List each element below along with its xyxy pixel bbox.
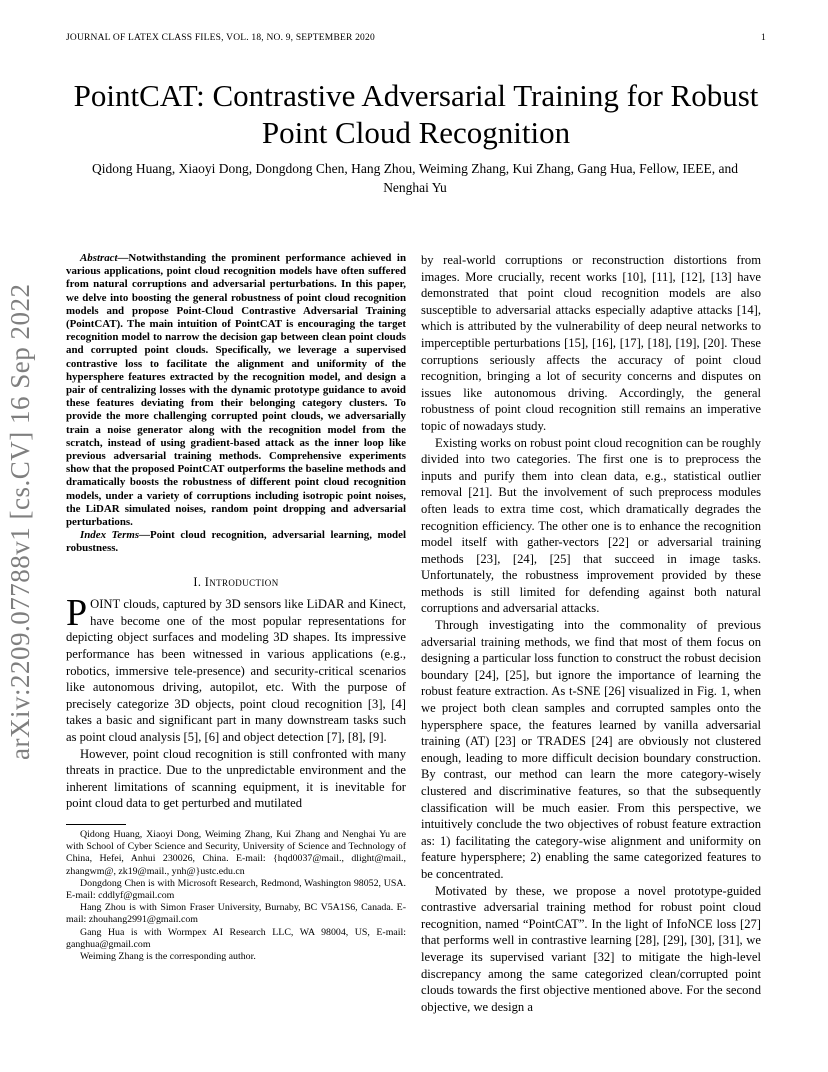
drop-cap: P bbox=[66, 592, 88, 635]
intro-paragraph-2: However, point cloud recognition is still confronted with many threats in practice. Due to the unpredictable environment and the inherent limitations of scanning equipment, it is inevitable for point cloud data to get perturbed and mutilated bbox=[66, 746, 406, 811]
right-paragraph-1: by real-world corruptions or reconstruction distortions from images. More crucially, recent works [10], [11], [12], [13] have demonstrated that point cloud recognition models are also susceptible to adversarial attacks especially adaptive attacks [14], which is attributed by the vulnerability of deep neural networks to imperceptible perturbations [15], [16], [17], [18], [19], [20]. These corruptions seriously affects the accuracy of point cloud recognition, bringing a lot of security concerns and disputes on issues like autonomous driving. Accordingly, the general robustness of point cloud recognition still remains an imperative topic of nowadays study. bbox=[421, 253, 761, 433]
arxiv-stamp: arXiv:2209.07788v1 [cs.CV] 16 Sep 2022 bbox=[5, 283, 35, 760]
paper-title: PointCAT: Contrastive Adversarial Training for Robust Point Cloud Recognition bbox=[73, 78, 759, 150]
right-column bbox=[421, 252, 761, 1015]
intro-paragraph-1-text: OINT clouds, captured by 3D sensors like LiDAR and Kinect, have become one of the most popular representations for depicting object surfaces and modeling 3D shapes. Its impressive performance has been witnessed in various applications (e.g., robotics, immersive tele-presence) and security-critical scenarios like autonomous driving, autopilot, etc. With the purpose of precisely categorize 3D objects, point cloud recognition [3], [4] takes a basic and significant part in many downstream tasks such as point cloud analysis [5], [6] and object detection [7], [8], [9]. bbox=[66, 597, 406, 745]
footnote-affiliation-msr: Dongdong Chen is with Microsoft Research, Redmond, Washington 98052, USA. E-mail: cddlyf@gmail.com bbox=[66, 877, 406, 901]
index-terms-text: —Point cloud recognition, adversarial learning, model robustness. bbox=[66, 529, 406, 555]
abstract-text: —Notwithstanding the prominent performance achieved in various applications, point cloud recognition models have often suffered from natural corruptions and adversarial perturbations. In this paper, we delve into boosting the general robustness of point cloud recognition models and propose Point-Cloud Contrastive Adversarial Training (PointCAT). The main intuition of PointCAT is encouraging the target recognition model to narrow the decision gap between clean point clouds and corrupted point clouds. Specifically, we leverage a supervised contrastive loss to facilitate the alignment and uniformity of the hypersphere features extracted by the recognition model, and design a pair of centralizing losses with the dynamic prototype guidance to avoid these features deviating from their belonging category clusters. To provide the more challenging corrupted point clouds, we adversarially train a noise generator along with the recognition model from the scratch, instead of using gradient-based attack as the inner loop like previous adversarial training methods. Comprehensive experiments show that the proposed PointCAT outperforms the baseline methods and dramatically boosts the robustness of different point cloud recognition models, under a variety of corruptions including isotropic point noises, the LiDAR simulated noises, random point dropping and adversarial perturbations. bbox=[66, 252, 406, 529]
intro-paragraph-1 bbox=[66, 592, 406, 745]
footnote-affiliation-wormpex: Gang Hua is with Wormpex AI Research LLC, WA 98004, US, E-mail: ganghua@gmail.com bbox=[66, 926, 406, 950]
index-terms-label: Index Terms bbox=[80, 529, 140, 542]
abstract bbox=[66, 252, 406, 529]
right-paragraph-4: Motivated by these, we propose a novel prototype-guided contrastive adversarial training method for robust point cloud recognition, named “PointCAT”. In the light of InfoNCE loss [27] that performs well in contrastive learning [28], [29], [30], [31], we leverage its supervised variant [32] to mitigate the high-level discrepancy among the same categorized clean/corrupted point clouds towards the first objective mentioned above. For the second objective, we design a bbox=[421, 883, 761, 1014]
abstract-label: Abstract bbox=[80, 252, 118, 264]
author-list: Qidong Huang, Xiaoyi Dong, Dongdong Chen, Hang Zhou, Weiming Zhang, Kui Zhang, Gang Hua, Fellow, IEEE, and Nenghai Yu bbox=[91, 161, 739, 195]
journal-name: JOURNAL OF LATEX CLASS FILES, VOL. 18, NO. 9, SEPTEMBER 2020 bbox=[66, 33, 375, 43]
right-paragraph-2: Existing works on robust point cloud recognition can be roughly divided into two categories. The first one is to preprocess the inputs and purify them into clean data, e.g., statistical outlier removal [21]. But the involvement of such preprocess modules often leads to extra time cost, which dramatically degrades the recognition efficiency. The other one is to enhance the recognition model itself with gather-vectors [22] or adversarial training methods [23], [24], [25] that succeed in image tasks. Unfortunately, the robustness improvement provided by these methods is still limited for defending against both natural corruptions and adversarial attacks. bbox=[421, 435, 761, 616]
page-number: 1 bbox=[761, 33, 766, 43]
index-terms bbox=[66, 529, 406, 555]
left-column bbox=[66, 252, 406, 963]
section-heading-introduction: I. Introduction bbox=[193, 574, 279, 589]
footnote-rule bbox=[66, 824, 126, 825]
footnote-affiliation-ustc: Qidong Huang, Xiaoyi Dong, Weiming Zhang, Kui Zhang and Nenghai Yu are with School of Cyber Science and Security, University of Science and Technology of China, Hefei, Anhui 230026, China. E-mail: {hqd0037@mail., dlight@mail., zhangwm@, zk19@mail., ynh@}ustc.edu.cn bbox=[66, 828, 406, 877]
footnote-affiliation-sfu: Hang Zhou is with Simon Fraser University, Burnaby, BC V5A1S6, Canada. E-mail: zhouhang2991@gmail.com bbox=[66, 902, 406, 926]
right-paragraph-3: Through investigating into the commonality of previous adversarial training methods, we find that most of them focus on designing a particular loss function to construct the robust decision boundary [24], [25], but ignore the importance of learning the robust feature extraction. As t-SNE [26] visualized in Fig. 1, when we project both clean samples and corrupted samples onto the hypersphere space, the features learned by vanilla adversarial training (AT) [23] or TRADES [24] are obviously not clustered enough, leading to more difficult decision boundary construction. By contrast, our method can learn the more category-wisely clustered and discriminative features, so that the subsequently classification will be much easier. From this perspective, we intuitively conclude the two objectives of robust feature extraction as: 1) facilitating the category-wise alignment and uniformity on feature hypersphere; 2) enabling the same categorized features to be concentrated. bbox=[421, 618, 761, 881]
running-header bbox=[66, 33, 766, 43]
footnote-corresponding: Weiming Zhang is the corresponding author. bbox=[80, 951, 256, 963]
